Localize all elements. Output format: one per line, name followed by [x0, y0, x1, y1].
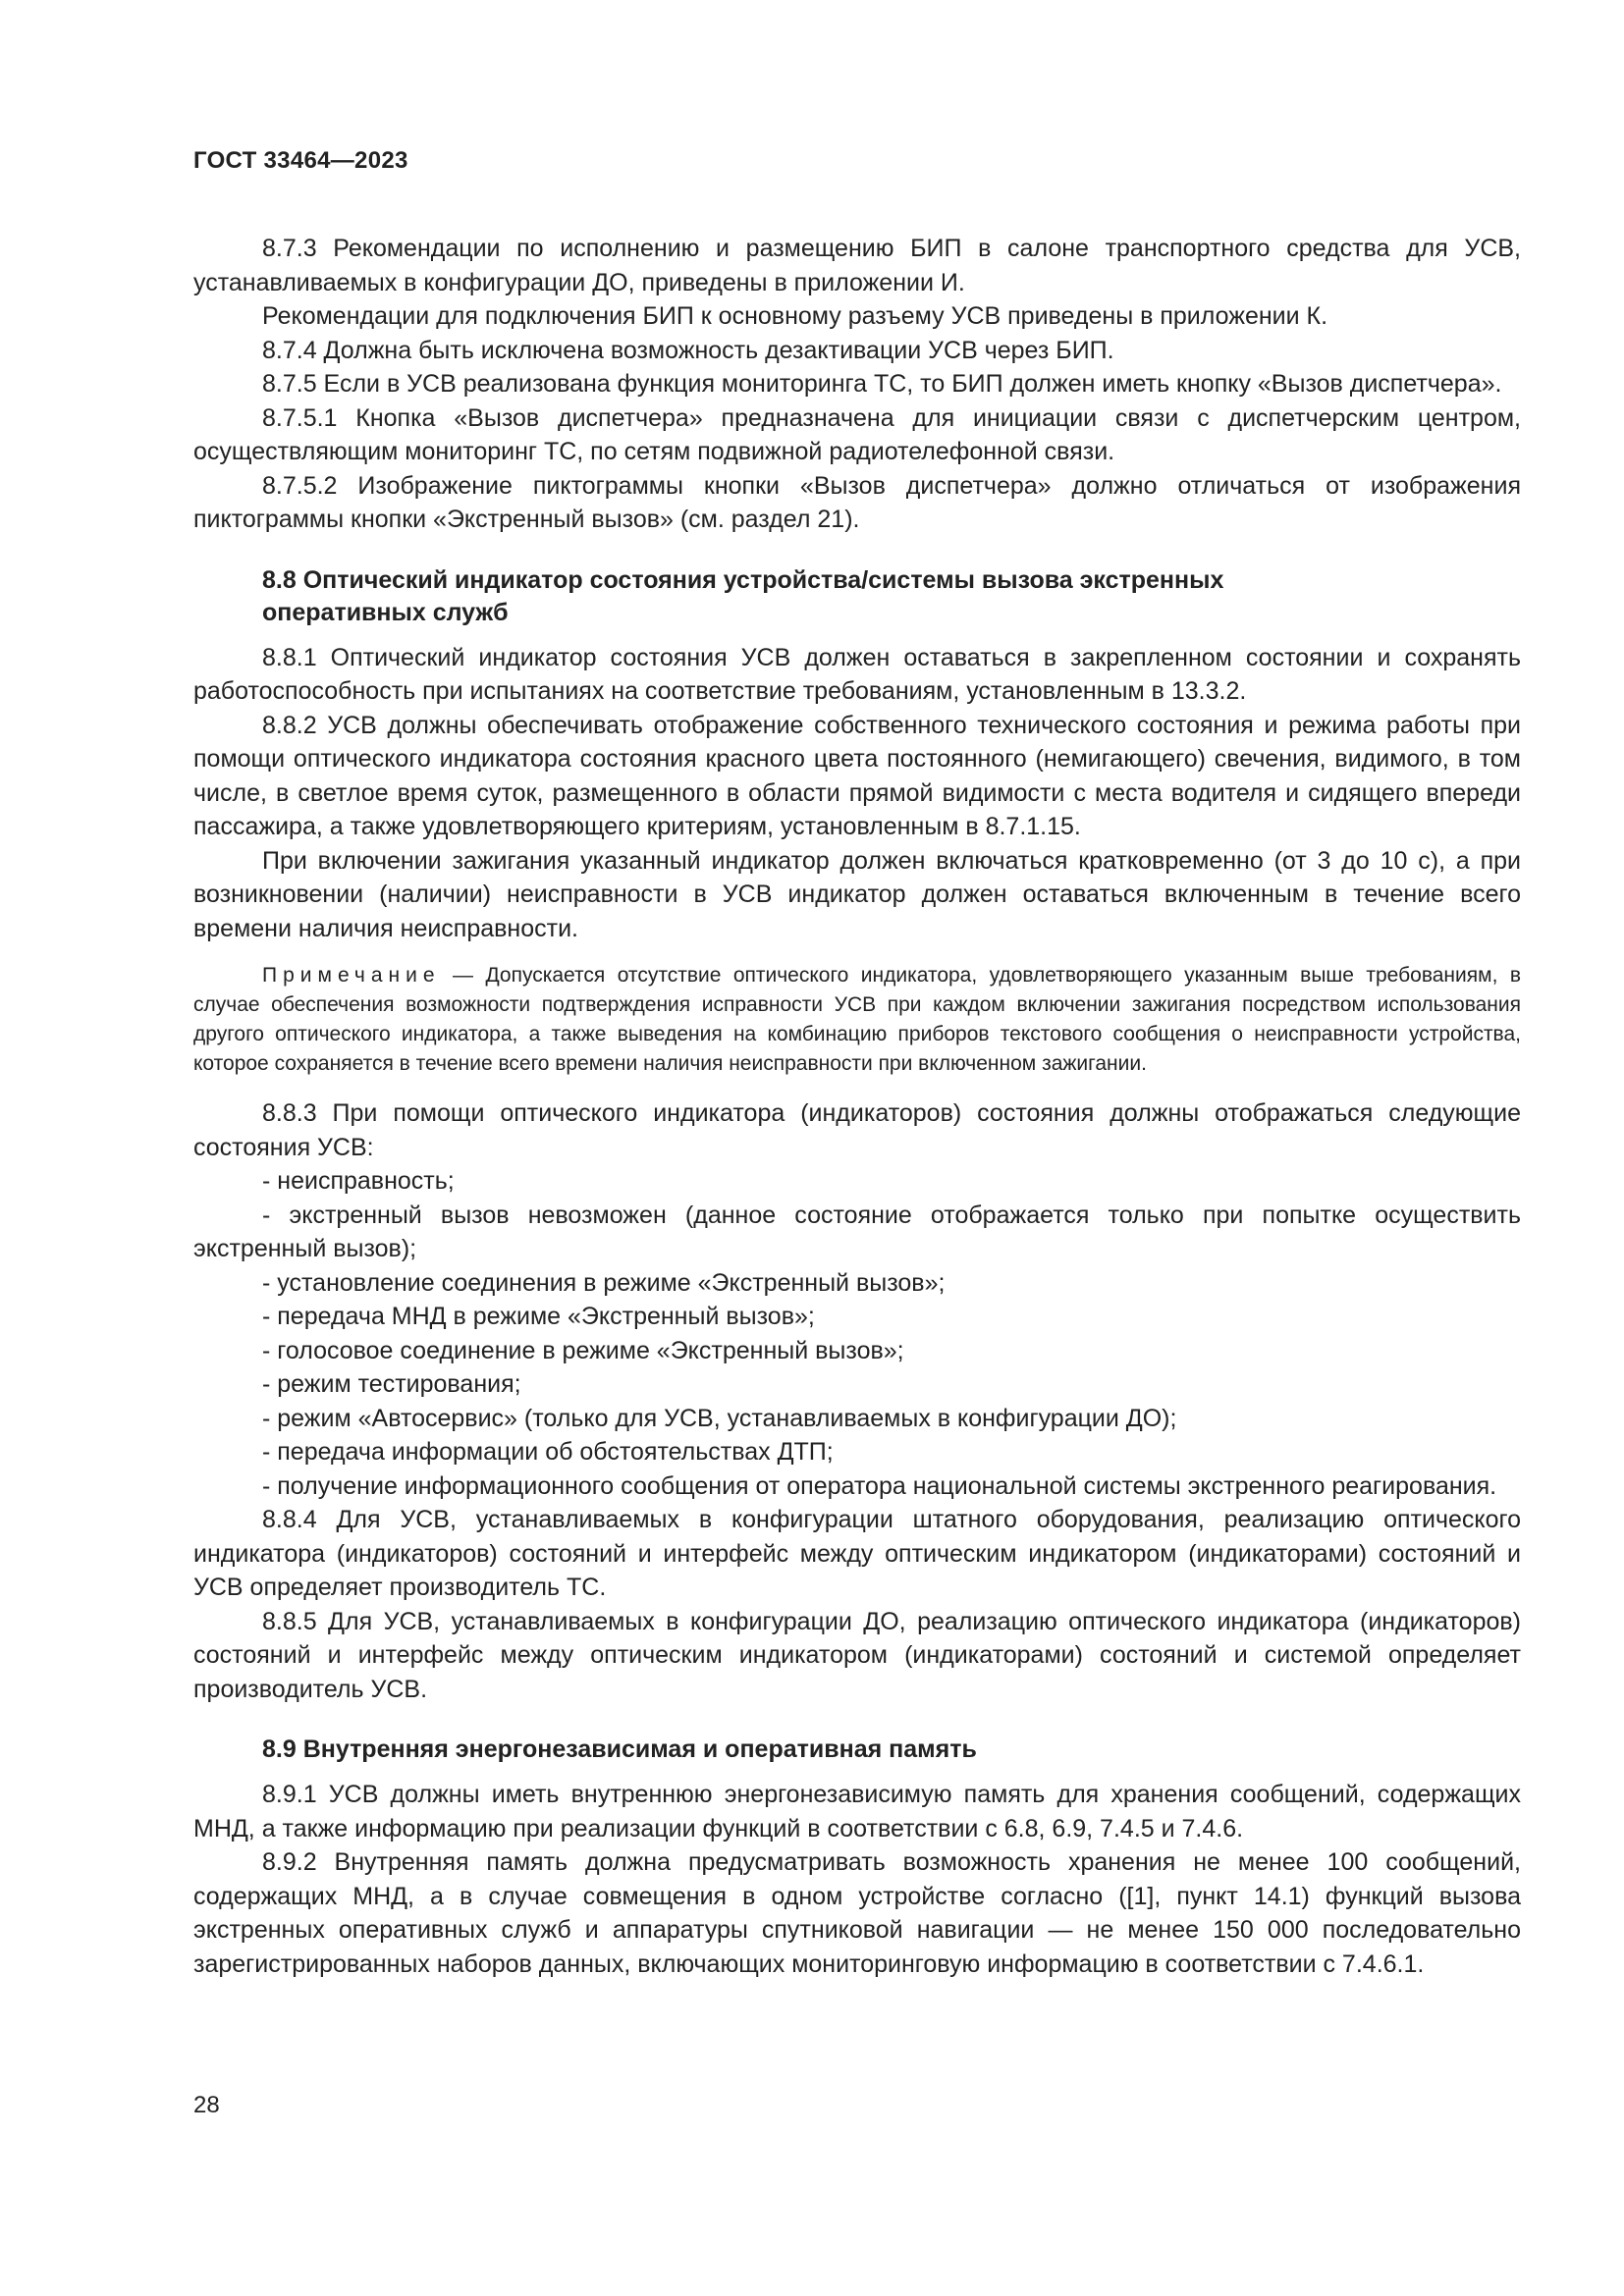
section-heading: 8.8 Оптический индикатор состояния устройства/системы вызова экстренных оперативных служб [262, 565, 1224, 626]
paragraph: 8.8.3 При помощи оптического индикатора (индикаторов) состояния должны отображаться следующие состояния УСВ: [193, 1099, 1521, 1161]
paragraph: При включении зажигания указанный индикатор должен включаться кратковременно (от 3 до 10 с), а при возникновении (наличии) неисправности в УСВ индикатор должен оставаться включенным в течение всего времени наличия неисправности. [193, 846, 1521, 942]
list-item: - экстренный вызов невозможен (данное состояние отображается только при попытке осуществить экстренный вызов); [193, 1201, 1521, 1262]
paragraph: 8.7.5.1 Кнопка «Вызов диспетчера» предназначена для инициации связи с диспетчерским центром, осуществляющим мониторинг ТС, по сетям подвижной радиотелефонной связи. [193, 403, 1521, 465]
paragraph: 8.7.4 Должна быть исключена возможность дезактивации УСВ через БИП. [262, 336, 1114, 364]
paragraph: 8.8.4 Для УСВ, устанавливаемых в конфигурации штатного оборудования, реализацию оптического индикатора (индикаторов) состояний и интерфейс между оптическим индикатором (индикаторами) состояний и УСВ определяет производитель ТС. [193, 1506, 1521, 1601]
paragraph: 8.8.5 Для УСВ, устанавливаемых в конфигурации ДО, реализацию оптического индикатора (индикаторов) состояний и интерфейс между оптическим индикатором (индикаторами) состояний и системой определяет производитель УСВ. [193, 1607, 1521, 1703]
list-item: - получение информационного сообщения от оператора национальной системы экстренного реагирования. [262, 1471, 1497, 1500]
paragraph: 8.7.5 Если в УСВ реализована функция мониторинга ТС, то БИП должен иметь кнопку «Вызов диспетчера». [262, 370, 1502, 398]
paragraph: 8.7.5.2 Изображение пиктограммы кнопки «Вызов диспетчера» должно отличаться от изображения пиктограммы кнопки «Экстренный вызов» (см. раздел 21). [193, 471, 1521, 533]
list-item: - передача МНД в режиме «Экстренный вызов»; [262, 1303, 815, 1330]
document-body [193, 232, 1521, 1981]
list-item: - режим тестирования; [262, 1370, 521, 1398]
list-item: - режим «Автосервис» (только для УСВ, устанавливаемых в конфигурации ДО); [262, 1404, 1177, 1432]
list-item: - установление соединения в режиме «Экстренный вызов»; [262, 1268, 946, 1297]
paragraph: 8.9.2 Внутренняя память должна предусматривать возможность хранения не менее 100 сообщений, содержащих МНД, а в случае совмещения в одном устройстве согласно ([1], пункт 14.1) функций вызова экстренных оперативных служб и аппаратуры спутниковой навигации — не менее 150 000 последовательно зарегистрированных наборов данных, включающих мониторинговую информацию в соответствии с 7.4.6.1. [193, 1848, 1521, 1978]
section-heading: 8.9 Внутренняя энергонезависимая и оперативная память [262, 1735, 977, 1763]
document-page [193, 147, 1521, 1981]
page-number: 28 [193, 2092, 220, 2118]
paragraph: 8.9.1 УСВ должны иметь внутреннюю энергонезависимую память для хранения сообщений, содержащих МНД, а также информацию при реализации функций в соответствии с 6.8, 6.9, 7.4.5 и 7.4.6. [193, 1781, 1521, 1842]
note-label: Примечание [262, 964, 441, 987]
note [193, 961, 1521, 1079]
note-text: — Допускается отсутствие оптического индикатора, удовлетворяющего указанным выше требованиям, в случае обеспечения возможности подтверждения исправности УСВ при каждом включении зажигания посредством использования другого оптического индикатора, а также выведения на комбинацию приборов текстового сообщения о неисправности устройства, которое сохраняется в течение всего времени наличия неисправности при включенном зажигании. [193, 964, 1521, 1075]
paragraph: 8.7.3 Рекомендации по исполнению и размещению БИП в салоне транспортного средства для УСВ, устанавливаемых в конфигурации ДО, приведены в приложении И. [193, 235, 1521, 296]
paragraph: 8.8.1 Оптический индикатор состояния УСВ должен оставаться в закрепленном состоянии и сохранять работоспособность при испытаниях на соответствие требованиям, установленным в 13.3.2. [193, 643, 1521, 705]
list-item: - неисправность; [262, 1167, 455, 1195]
document-header: ГОСТ 33464—2023 [193, 147, 408, 174]
list-item: - передача информации об обстоятельствах ДТП; [262, 1438, 834, 1466]
list-item: - голосовое соединение в режиме «Экстренный вызов»; [262, 1336, 904, 1364]
paragraph: 8.8.2 УСВ должны обеспечивать отображение собственного технического состояния и режима работы при помощи оптического индикатора состояния красного цвета постоянного (немигающего) свечения, видимого, в том числе, в светлое время суток, размещенного в области прямой видимости с места водителя и сидящего впереди пассажира, а также удовлетворяющего критериям, установленным в 8.7.1.15. [193, 711, 1521, 840]
paragraph: Рекомендации для подключения БИП к основному разъему УСВ приведены в приложении К. [262, 302, 1328, 330]
